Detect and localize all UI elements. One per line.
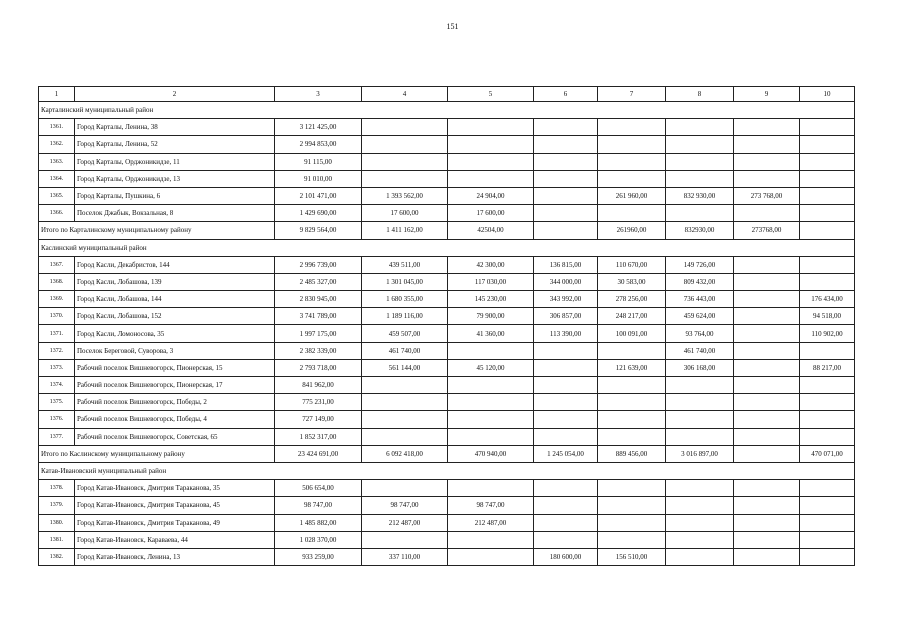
amount-cell: 506 654,00 (275, 480, 362, 497)
amount-cell: 461 740,00 (362, 342, 448, 359)
row-number: 1364. (39, 170, 75, 187)
amount-cell (598, 531, 666, 548)
amount-cell (598, 342, 666, 359)
amount-cell (534, 205, 598, 222)
amount-cell (800, 428, 855, 445)
amount-cell (734, 342, 800, 359)
address-cell: Рабочий поселок Вишневогорск, Пионерская, 15 (75, 359, 275, 376)
address-cell: Город Карталы, Пушкина, 6 (75, 187, 275, 204)
amount-cell: 136 815,00 (534, 256, 598, 273)
table-row (39, 205, 855, 222)
amount-cell: 121 639,00 (598, 359, 666, 376)
amount-cell (666, 153, 734, 170)
amount-cell: 727 149,00 (275, 411, 362, 428)
address-cell: Город Катав-Ивановск, Ленина, 13 (75, 548, 275, 565)
row-number: 1379. (39, 497, 75, 514)
page-number: 151 (446, 22, 459, 31)
amount-cell (534, 342, 598, 359)
amount-cell (362, 531, 448, 548)
total-cell: 273768,00 (734, 222, 800, 239)
amount-cell: 306 857,00 (534, 308, 598, 325)
amount-cell (362, 480, 448, 497)
amount-cell (448, 411, 534, 428)
address-cell: Рабочий поселок Вишневогорск, Победы, 2 (75, 394, 275, 411)
amount-cell: 775 231,00 (275, 394, 362, 411)
amount-cell (598, 394, 666, 411)
table-row (39, 480, 855, 497)
amount-cell (800, 205, 855, 222)
address-cell: Город Катав-Ивановск, Дмитрия Тараканова, 35 (75, 480, 275, 497)
amount-cell (800, 514, 855, 531)
amount-cell (800, 187, 855, 204)
amount-cell (734, 497, 800, 514)
amount-cell: 98 747,00 (362, 497, 448, 514)
amount-cell (800, 497, 855, 514)
amount-cell: 439 511,00 (362, 256, 448, 273)
amount-cell: 1 852 317,00 (275, 428, 362, 445)
amount-cell (666, 411, 734, 428)
table-row (39, 170, 855, 187)
column-header: 6 (534, 87, 598, 102)
address-cell: Город Карталы, Ленина, 52 (75, 136, 275, 153)
district-section-row (39, 239, 855, 256)
row-number: 1380. (39, 514, 75, 531)
table-row (39, 514, 855, 531)
amount-cell (800, 170, 855, 187)
total-cell: 9 829 564,00 (275, 222, 362, 239)
amount-cell: 2 485 327,00 (275, 273, 362, 290)
column-header: 10 (800, 87, 855, 102)
amount-cell (734, 394, 800, 411)
amount-cell (598, 136, 666, 153)
amount-cell (448, 342, 534, 359)
amount-cell: 278 256,00 (598, 291, 666, 308)
amount-cell: 113 390,00 (534, 325, 598, 342)
amount-cell: 306 168,00 (666, 359, 734, 376)
total-cell: 889 456,00 (598, 445, 666, 462)
amount-cell (534, 136, 598, 153)
amount-cell (534, 187, 598, 204)
amount-cell: 176 434,00 (800, 291, 855, 308)
amount-cell (734, 205, 800, 222)
amount-cell (598, 411, 666, 428)
table-row (39, 291, 855, 308)
amount-cell: 93 764,00 (666, 325, 734, 342)
total-cell: 1 411 162,00 (362, 222, 448, 239)
total-cell: 1 245 054,00 (534, 445, 598, 462)
amount-cell: 45 120,00 (448, 359, 534, 376)
amount-cell (362, 119, 448, 136)
row-number: 1361. (39, 119, 75, 136)
amount-cell (534, 377, 598, 394)
amount-cell: 273 768,00 (734, 187, 800, 204)
amount-cell: 459 507,00 (362, 325, 448, 342)
table-row (39, 136, 855, 153)
address-cell: Город Катав-Ивановск, Дмитрия Тараканова, 49 (75, 514, 275, 531)
amount-cell: 1 301 045,00 (362, 273, 448, 290)
amount-cell (666, 170, 734, 187)
table-row (39, 377, 855, 394)
district-name: Карталинский муниципальный район (39, 102, 855, 119)
housing-repair-register-table (38, 86, 855, 566)
amount-cell: 2 994 853,00 (275, 136, 362, 153)
amount-cell: 100 091,00 (598, 325, 666, 342)
address-cell: Город Касли, Декабристов, 144 (75, 256, 275, 273)
amount-cell (534, 170, 598, 187)
amount-cell: 2 830 945,00 (275, 291, 362, 308)
row-number: 1377. (39, 428, 75, 445)
column-header: 2 (75, 87, 275, 102)
amount-cell (534, 480, 598, 497)
row-number: 1365. (39, 187, 75, 204)
amount-cell: 2 793 718,00 (275, 359, 362, 376)
amount-cell: 809 432,00 (666, 273, 734, 290)
row-number: 1367. (39, 256, 75, 273)
amount-cell (362, 153, 448, 170)
amount-cell (534, 119, 598, 136)
amount-cell (448, 428, 534, 445)
amount-cell (448, 531, 534, 548)
column-number-header-row (39, 87, 855, 102)
amount-cell (666, 548, 734, 565)
row-number: 1368. (39, 273, 75, 290)
table-row (39, 548, 855, 565)
amount-cell: 2 101 471,00 (275, 187, 362, 204)
amount-cell: 1 680 355,00 (362, 291, 448, 308)
amount-cell (734, 514, 800, 531)
row-number: 1375. (39, 394, 75, 411)
address-cell: Рабочий поселок Вишневогорск, Пионерская, 17 (75, 377, 275, 394)
amount-cell (666, 497, 734, 514)
amount-cell (734, 428, 800, 445)
amount-cell: 459 624,00 (666, 308, 734, 325)
amount-cell (598, 119, 666, 136)
amount-cell (534, 153, 598, 170)
amount-cell: 88 217,00 (800, 359, 855, 376)
address-cell: Поселок Джабык, Вокзальная, 8 (75, 205, 275, 222)
amount-cell (734, 308, 800, 325)
table-row (39, 325, 855, 342)
total-cell: 261960,00 (598, 222, 666, 239)
table-row (39, 342, 855, 359)
address-cell: Город Касли, Лобашова, 152 (75, 308, 275, 325)
total-cell: 832930,00 (666, 222, 734, 239)
amount-cell: 2 382 339,00 (275, 342, 362, 359)
amount-cell (666, 514, 734, 531)
table-row (39, 308, 855, 325)
address-cell: Город Катав-Ивановск, Дмитрия Тараканова, 45 (75, 497, 275, 514)
amount-cell: 145 230,00 (448, 291, 534, 308)
amount-cell (800, 411, 855, 428)
amount-cell: 180 600,00 (534, 548, 598, 565)
amount-cell (800, 531, 855, 548)
column-header: 9 (734, 87, 800, 102)
amount-cell (666, 119, 734, 136)
amount-cell: 98 747,00 (275, 497, 362, 514)
table-row (39, 187, 855, 204)
row-number: 1381. (39, 531, 75, 548)
table-row (39, 153, 855, 170)
amount-cell (734, 359, 800, 376)
amount-cell: 2 996 739,00 (275, 256, 362, 273)
amount-cell (734, 256, 800, 273)
address-cell: Рабочий поселок Вишневогорск, Победы, 4 (75, 411, 275, 428)
amount-cell: 461 740,00 (666, 342, 734, 359)
address-cell: Рабочий поселок Вишневогорск, Советская, 65 (75, 428, 275, 445)
amount-cell: 42 300,00 (448, 256, 534, 273)
row-number: 1362. (39, 136, 75, 153)
amount-cell (534, 514, 598, 531)
column-header: 1 (39, 87, 75, 102)
row-number: 1363. (39, 153, 75, 170)
amount-cell: 117 030,00 (448, 273, 534, 290)
amount-cell: 110 670,00 (598, 256, 666, 273)
amount-cell: 1 393 562,00 (362, 187, 448, 204)
amount-cell: 261 960,00 (598, 187, 666, 204)
address-cell: Город Карталы, Орджоникидзе, 11 (75, 153, 275, 170)
amount-cell: 3 121 425,00 (275, 119, 362, 136)
amount-cell (448, 480, 534, 497)
amount-cell (534, 359, 598, 376)
amount-cell (598, 170, 666, 187)
amount-cell (800, 119, 855, 136)
amount-cell (598, 497, 666, 514)
amount-cell: 156 510,00 (598, 548, 666, 565)
amount-cell (362, 136, 448, 153)
total-cell: 470 940,00 (448, 445, 534, 462)
row-number: 1382. (39, 548, 75, 565)
total-cell: 23 424 691,00 (275, 445, 362, 462)
amount-cell (666, 136, 734, 153)
amount-cell (800, 256, 855, 273)
amount-cell (448, 119, 534, 136)
amount-cell: 3 741 789,00 (275, 308, 362, 325)
amount-cell (448, 377, 534, 394)
amount-cell (800, 377, 855, 394)
amount-cell (800, 480, 855, 497)
amount-cell (734, 170, 800, 187)
row-number: 1376. (39, 411, 75, 428)
amount-cell: 337 110,00 (362, 548, 448, 565)
district-total-row (39, 445, 855, 462)
column-header: 4 (362, 87, 448, 102)
column-header: 3 (275, 87, 362, 102)
table-row (39, 497, 855, 514)
amount-cell: 1 028 370,00 (275, 531, 362, 548)
address-cell: Город Касли, Ломоносова, 35 (75, 325, 275, 342)
amount-cell (800, 394, 855, 411)
amount-cell (534, 411, 598, 428)
amount-cell (666, 205, 734, 222)
column-header: 5 (448, 87, 534, 102)
amount-cell: 110 902,00 (800, 325, 855, 342)
amount-cell (362, 377, 448, 394)
row-number: 1378. (39, 480, 75, 497)
amount-cell: 933 259,00 (275, 548, 362, 565)
amount-cell: 41 360,00 (448, 325, 534, 342)
amount-cell (598, 428, 666, 445)
address-cell: Поселок Береговой, Суворова, 3 (75, 342, 275, 359)
table-row (39, 256, 855, 273)
amount-cell (362, 170, 448, 187)
amount-cell (448, 548, 534, 565)
amount-cell: 91 010,00 (275, 170, 362, 187)
amount-cell: 98 747,00 (448, 497, 534, 514)
total-label: Итого по Карталинскому муниципальному району (39, 222, 275, 239)
amount-cell (448, 136, 534, 153)
amount-cell (800, 153, 855, 170)
amount-cell (666, 428, 734, 445)
total-cell (534, 222, 598, 239)
table-row (39, 119, 855, 136)
amount-cell (734, 136, 800, 153)
total-cell: 3 016 897,00 (666, 445, 734, 462)
address-cell: Город Катав-Ивановск, Караваева, 44 (75, 531, 275, 548)
table-row (39, 394, 855, 411)
amount-cell: 212 487,00 (362, 514, 448, 531)
amount-cell: 1 997 175,00 (275, 325, 362, 342)
amount-cell (734, 153, 800, 170)
table-row (39, 359, 855, 376)
amount-cell (534, 497, 598, 514)
amount-cell (666, 377, 734, 394)
total-cell (734, 445, 800, 462)
amount-cell: 79 900,00 (448, 308, 534, 325)
amount-cell: 94 518,00 (800, 308, 855, 325)
address-cell: Город Касли, Лобашова, 144 (75, 291, 275, 308)
amount-cell (734, 273, 800, 290)
table-row (39, 273, 855, 290)
row-number: 1369. (39, 291, 75, 308)
row-number: 1372. (39, 342, 75, 359)
total-cell (800, 222, 855, 239)
row-number: 1374. (39, 377, 75, 394)
amount-cell (598, 205, 666, 222)
amount-cell (534, 531, 598, 548)
amount-cell (534, 428, 598, 445)
district-name: Каслинский муниципальный район (39, 239, 855, 256)
amount-cell: 1 429 690,00 (275, 205, 362, 222)
amount-cell (448, 394, 534, 411)
row-number: 1370. (39, 308, 75, 325)
amount-cell: 832 930,00 (666, 187, 734, 204)
amount-cell: 841 962,00 (275, 377, 362, 394)
amount-cell (800, 273, 855, 290)
amount-cell (598, 153, 666, 170)
amount-cell: 212 487,00 (448, 514, 534, 531)
amount-cell: 24 904,00 (448, 187, 534, 204)
amount-cell: 561 144,00 (362, 359, 448, 376)
amount-cell (734, 325, 800, 342)
address-cell: Город Касли, Лобашова, 139 (75, 273, 275, 290)
amount-cell: 248 217,00 (598, 308, 666, 325)
total-cell: 42504,00 (448, 222, 534, 239)
amount-cell: 17 600,00 (362, 205, 448, 222)
amount-cell (734, 291, 800, 308)
amount-cell (734, 411, 800, 428)
row-number: 1366. (39, 205, 75, 222)
amount-cell (800, 548, 855, 565)
total-label: Итого по Каслинскому муниципальному району (39, 445, 275, 462)
amount-cell (598, 514, 666, 531)
table-row (39, 531, 855, 548)
amount-cell (362, 411, 448, 428)
amount-cell (534, 394, 598, 411)
amount-cell (734, 377, 800, 394)
amount-cell (362, 394, 448, 411)
amount-cell (734, 480, 800, 497)
amount-cell (448, 153, 534, 170)
amount-cell: 344 000,00 (534, 273, 598, 290)
amount-cell: 1 189 116,00 (362, 308, 448, 325)
address-cell: Город Карталы, Орджоникидзе, 13 (75, 170, 275, 187)
table-row (39, 411, 855, 428)
row-number: 1373. (39, 359, 75, 376)
amount-cell (666, 531, 734, 548)
amount-cell: 91 115,00 (275, 153, 362, 170)
amount-cell: 1 485 882,00 (275, 514, 362, 531)
district-section-row (39, 462, 855, 479)
amount-cell: 149 726,00 (666, 256, 734, 273)
address-cell: Город Карталы, Ленина, 38 (75, 119, 275, 136)
district-name: Катав-Ивановский муниципальный район (39, 462, 855, 479)
amount-cell (666, 480, 734, 497)
amount-cell (734, 531, 800, 548)
column-header: 8 (666, 87, 734, 102)
amount-cell (448, 170, 534, 187)
amount-cell: 343 992,00 (534, 291, 598, 308)
amount-cell: 17 600,00 (448, 205, 534, 222)
district-total-row (39, 222, 855, 239)
row-number: 1371. (39, 325, 75, 342)
amount-cell (800, 342, 855, 359)
amount-cell (734, 119, 800, 136)
table-row (39, 428, 855, 445)
amount-cell (598, 480, 666, 497)
district-section-row (39, 102, 855, 119)
total-cell: 6 092 418,00 (362, 445, 448, 462)
amount-cell (666, 394, 734, 411)
amount-cell: 30 583,00 (598, 273, 666, 290)
total-cell: 470 071,00 (800, 445, 855, 462)
column-header: 7 (598, 87, 666, 102)
amount-cell (734, 548, 800, 565)
amount-cell (362, 428, 448, 445)
amount-cell (800, 136, 855, 153)
amount-cell: 736 443,00 (666, 291, 734, 308)
amount-cell (598, 377, 666, 394)
